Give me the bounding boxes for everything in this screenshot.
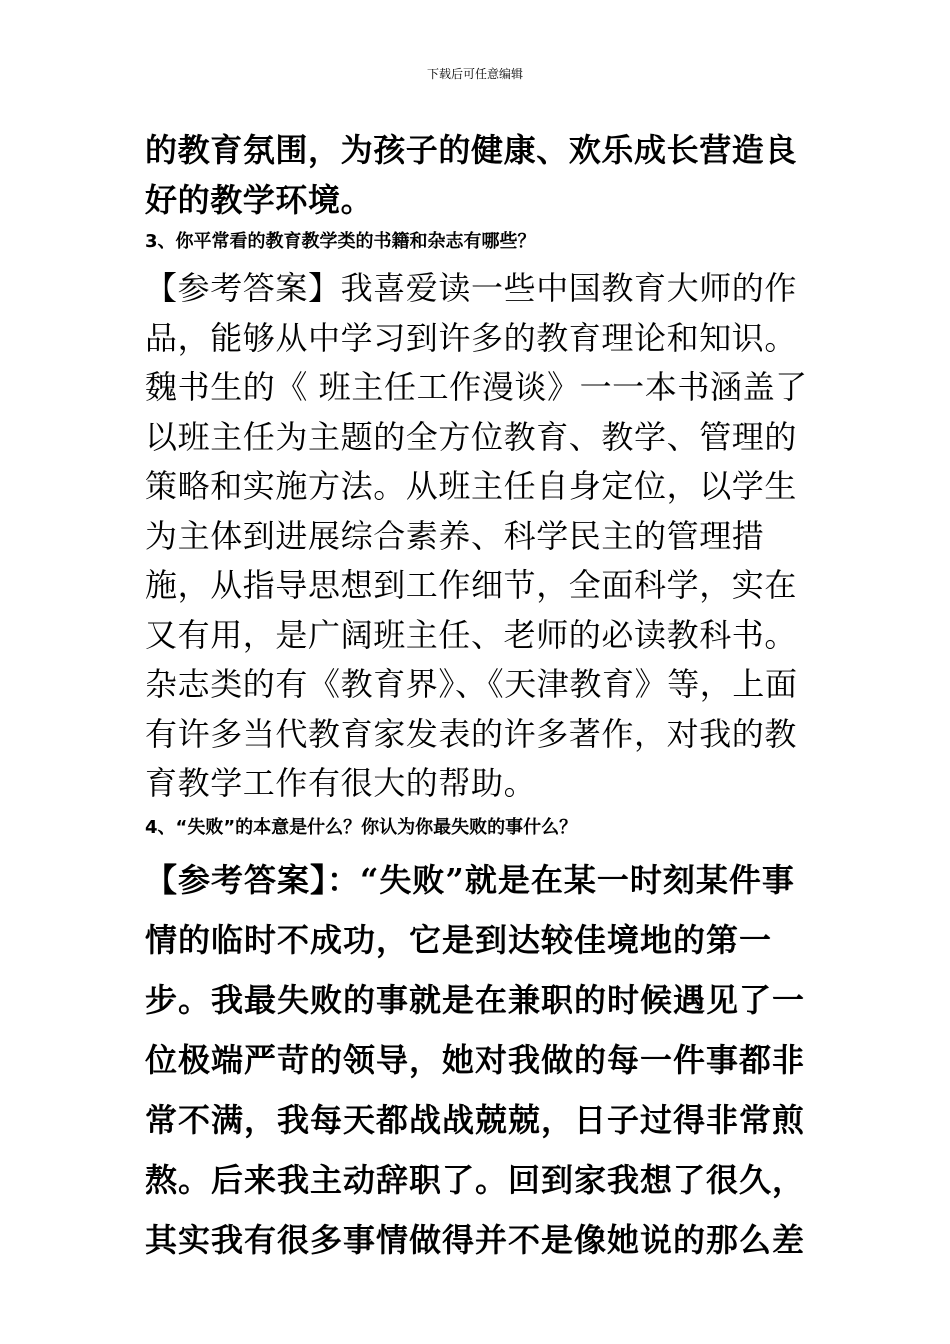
question-4: 4、“失败”的本意是什么？你认为你最失败的事什么？ <box>145 816 578 838</box>
question-3: 3、你平常看的教育教学类的书籍和杂志有哪些？ <box>145 231 536 252</box>
document-body <box>145 126 810 1270</box>
answer-4-paragraph: 【参考答案】：“失败”就是在某一时刻某件事情的临时不成功，它是到达较佳境地的第一步。我最失败的事就是在兼职的时候遇见了一位极端严苛的领导，她对我做的每一件事都非常不满，我每天都战战兢兢，日子过得非常煎熬。后来我主动辞职了。回到家我想了很久，其实我有很多事情做得并不是像她说的那么差 <box>145 860 806 1259</box>
page-header: 下载后可任意编辑 <box>426 67 523 81</box>
intro-paragraph: 的教育氛围，为孩子的健康、欢乐成长营造良好的教学环境。 <box>145 131 798 219</box>
answer-3-paragraph: 【参考答案】我喜爱读一些中国教育大师的作品，能够从中学习到许多的教育理论和知识。魏书生的《 班主任工作漫谈》一一本书涵盖了以班主任为主题的全方位教育、教学、管理的策略和实施方法。从班主任自身定位，以学生为主体到进展综合素养、科学民主的管理措施，从指导思想到工作细节，全面科学，实在又有用，是广阔班主任、老师的必读教科书。杂志类的有《教育界》、《天津教育》等，上面有许多当代教育家发表的许多著作，对我的教育教学工作有很大的帮助。 <box>145 269 808 802</box>
